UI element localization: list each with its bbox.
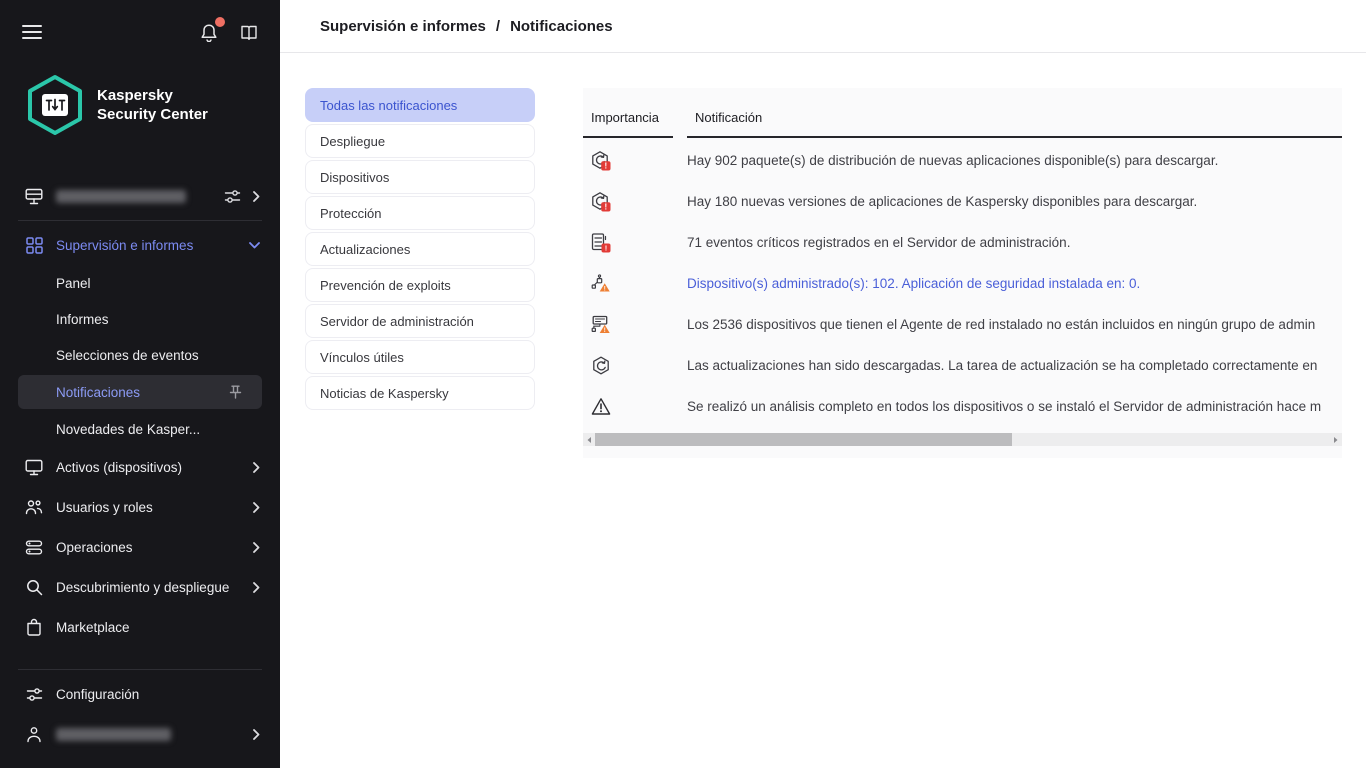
network-warning-icon: [583, 315, 673, 335]
sidebar-item-operaciones[interactable]: [0, 527, 280, 567]
sidebar-bottom: [0, 665, 280, 768]
notifications-bell-icon[interactable]: [198, 21, 220, 44]
sidebar-item-label: Activos (dispositivos): [56, 459, 183, 475]
main-area: [280, 0, 1366, 768]
user-icon: [24, 726, 44, 743]
sidebar-item-configuracion[interactable]: [0, 674, 280, 714]
notification-text: Hay 180 nuevas versiones de aplicaciones de Kaspersky disponibles para descargar.: [687, 194, 1198, 209]
sidebar-item-label: Notificaciones: [56, 384, 141, 400]
chevron-right-icon: [253, 582, 260, 593]
app-logo: [0, 64, 280, 136]
svg-text:!: !: [604, 243, 608, 252]
username-redacted: [56, 728, 171, 741]
notification-dot: [215, 17, 225, 27]
column-header-notificacion: Notificación: [687, 110, 1342, 138]
table-row[interactable]: [583, 304, 1342, 345]
table-row[interactable]: [583, 386, 1342, 427]
server-properties-sliders-icon[interactable]: [224, 189, 241, 204]
sidebar-item-label: Supervisión e informes: [56, 237, 194, 253]
notification-text: Hay 902 paquete(s) de distribución de nuevas aplicaciones disponible(s) para descargar.: [687, 153, 1219, 168]
table-row[interactable]: [583, 140, 1342, 181]
chevron-right-icon: [253, 729, 260, 740]
category-prevencion-de-exploits[interactable]: Prevención de exploits: [305, 268, 535, 302]
app-logo-text: [97, 86, 208, 124]
notification-text: 71 eventos críticos registrados en el Servidor de administración.: [687, 235, 1071, 250]
topology-warning-icon: [583, 274, 673, 294]
chevron-right-icon: [253, 542, 260, 553]
sidebar-item-label: Operaciones: [56, 539, 133, 555]
sidebar-item-label: Marketplace: [56, 619, 130, 635]
sidebar-item-user-account[interactable]: [0, 714, 280, 754]
sidebar-item-label: Selecciones de eventos: [56, 347, 199, 363]
sidebar-item-label: Configuración: [56, 686, 140, 702]
sidebar-item-notificaciones[interactable]: [18, 375, 262, 409]
notification-link-text[interactable]: Dispositivo(s) administrado(s): 102. Aplicación de seguridad instalada en: 0.: [687, 276, 1141, 291]
sidebar-item-marketplace[interactable]: [0, 607, 280, 647]
table-row[interactable]: [583, 181, 1342, 222]
sidebar-nav: [0, 176, 280, 647]
sidebar-item-usuarios[interactable]: [0, 487, 280, 527]
scroll-right-arrow-icon[interactable]: [1330, 436, 1342, 444]
sidebar-item-descubrimiento[interactable]: [0, 567, 280, 607]
sidebar-item-informes[interactable]: [0, 301, 280, 337]
server-name-redacted: [56, 190, 186, 203]
sidebar-item-label: Novedades de Kasper...: [56, 421, 201, 437]
settings-sliders-icon: [24, 687, 44, 702]
sidebar: [0, 0, 280, 768]
notification-text: Se realizó un análisis completo en todos los dispositivos o se instaló el Servidor de administración hace m: [687, 399, 1322, 414]
notification-category-list: [305, 88, 535, 458]
sidebar-item-novedades[interactable]: [0, 411, 280, 447]
category-noticias-de-kaspersky[interactable]: Noticias de Kaspersky: [305, 376, 535, 410]
svg-text:!: !: [603, 285, 606, 292]
hamburger-menu-button[interactable]: [20, 22, 44, 42]
category-vinculos-utiles[interactable]: Vínculos útiles: [305, 340, 535, 374]
svg-text:!: !: [603, 327, 606, 334]
category-servidor-de-administracion[interactable]: Servidor de administración: [305, 304, 535, 338]
table-row[interactable]: [583, 222, 1342, 263]
shield-update-icon: [583, 356, 673, 376]
app-package-critical-icon: [583, 151, 673, 171]
category-despliegue[interactable]: Despliegue: [305, 124, 535, 158]
content: [280, 53, 1366, 458]
search-icon: [24, 579, 44, 596]
sidebar-item-server-switcher[interactable]: [0, 176, 280, 216]
table-row[interactable]: [583, 263, 1342, 304]
category-proteccion[interactable]: Protección: [305, 196, 535, 230]
notification-text: Las actualizaciones han sido descargadas. La tarea de actualización se ha completado correctamente en: [687, 358, 1318, 373]
breadcrumb-separator: /: [495, 17, 501, 35]
table-row[interactable]: [583, 345, 1342, 386]
logo-line-1: Kaspersky: [97, 87, 173, 104]
table-body: [583, 140, 1342, 427]
logo-line-2: Security Center: [97, 106, 208, 123]
horizontal-scrollbar[interactable]: [583, 433, 1342, 446]
scroll-left-arrow-icon[interactable]: [583, 436, 595, 444]
column-header-importancia: Importancia: [583, 110, 673, 138]
sidebar-item-monitoring[interactable]: [0, 225, 280, 265]
help-book-icon[interactable]: [238, 23, 260, 42]
sidebar-item-label: Informes: [56, 311, 109, 327]
sidebar-item-panel[interactable]: [0, 265, 280, 301]
chevron-right-icon: [253, 502, 260, 513]
sidebar-item-selecciones-de-eventos[interactable]: [0, 337, 280, 373]
sidebar-item-label: Panel: [56, 275, 91, 291]
sidebar-top-bar: [0, 0, 280, 64]
sidebar-item-label: Usuarios y roles: [56, 499, 153, 515]
devices-monitor-icon: [24, 459, 44, 476]
notifications-table: [583, 88, 1342, 458]
scrollbar-thumb[interactable]: [595, 433, 1012, 446]
kaspersky-hexagon-logo-icon: [26, 74, 84, 136]
sidebar-divider: [18, 220, 262, 221]
app-package-critical-icon: [583, 192, 673, 212]
operations-stack-icon: [24, 540, 44, 555]
marketplace-bag-icon: [24, 618, 44, 636]
table-header-row: [583, 110, 1342, 138]
svg-text:!: !: [604, 201, 608, 211]
monitoring-grid-icon: [24, 237, 44, 254]
breadcrumb-current-page[interactable]: Notificaciones: [510, 17, 613, 35]
svg-text:!: !: [604, 160, 608, 170]
sidebar-item-label: Descubrimiento y despliegue: [56, 579, 230, 595]
server-critical-icon: [583, 233, 673, 253]
breadcrumb: [280, 0, 1366, 53]
chevron-right-icon: [253, 462, 260, 473]
sidebar-divider: [18, 669, 262, 670]
breadcrumb-monitoring-link[interactable]: Supervisión e informes: [320, 17, 486, 35]
chevron-down-icon: [249, 242, 260, 249]
chevron-right-icon[interactable]: [253, 191, 260, 202]
category-dispositivos[interactable]: Dispositivos: [305, 160, 535, 194]
notification-text: Los 2536 dispositivos que tienen el Agente de red instalado no están incluidos en ningún grupo de admin: [687, 317, 1316, 332]
pin-icon[interactable]: [229, 385, 242, 399]
server-icon: [24, 188, 44, 205]
users-icon: [24, 499, 44, 515]
category-todas-las-notificaciones[interactable]: Todas las notificaciones: [305, 88, 535, 122]
warning-triangle-icon: [583, 397, 673, 416]
sidebar-item-activos[interactable]: [0, 447, 280, 487]
category-actualizaciones[interactable]: Actualizaciones: [305, 232, 535, 266]
